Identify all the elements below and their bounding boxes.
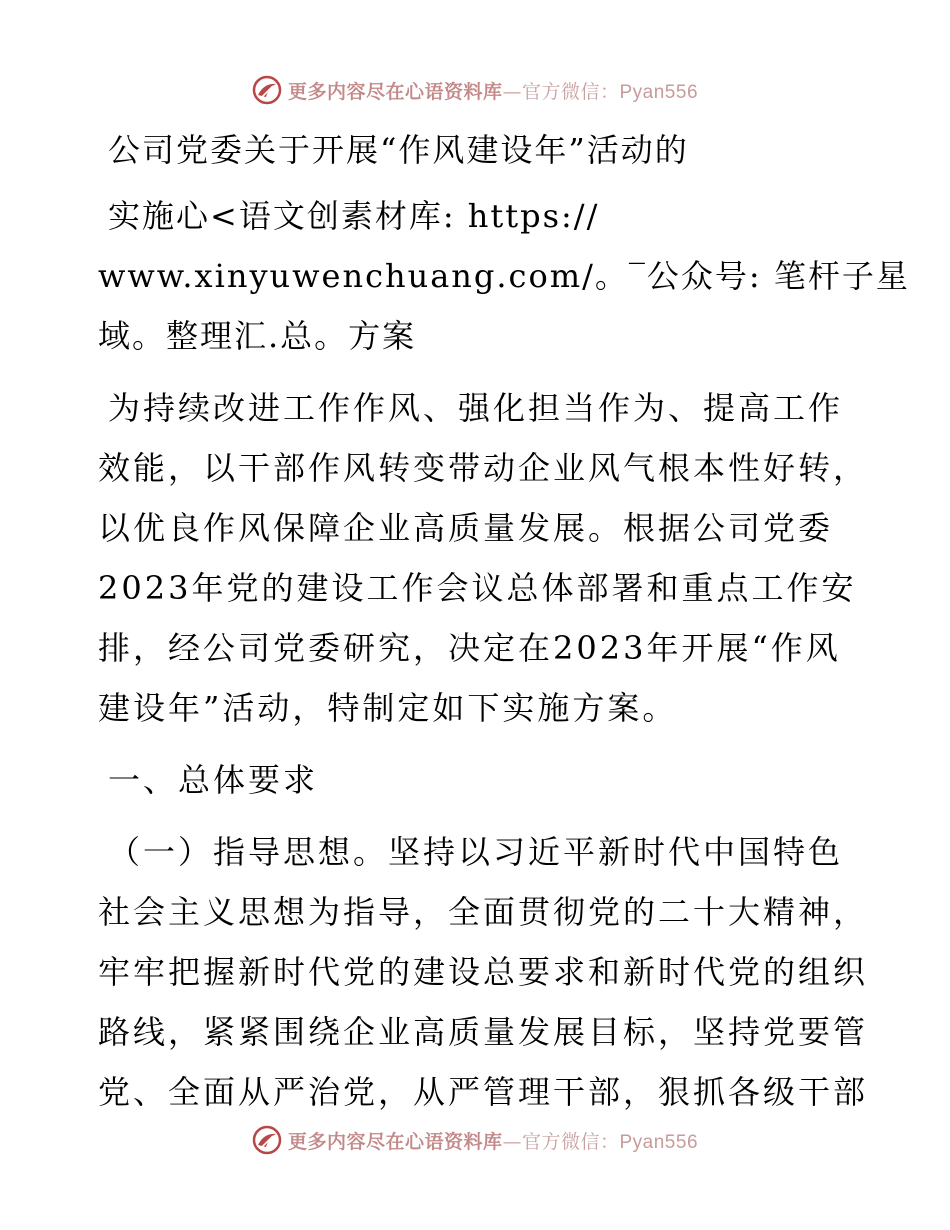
- paragraph-line: 路线，紧紧围绕企业高质量发展目标，坚持党要管: [98, 1013, 869, 1051]
- brand-logo-icon: [252, 75, 282, 105]
- doc-title-line: 域。整理汇.总。方案: [98, 317, 417, 355]
- watermark-wechat-label: 官方微信：: [521, 80, 620, 103]
- paragraph-line: 2023年党的建设工作会议总体部署和重点工作安: [98, 569, 857, 607]
- header-watermark: [0, 70, 950, 110]
- doc-title-line: 公司党委关于开展“作风建设年”活动的: [108, 131, 689, 169]
- paragraph-line: 牢牢把握新时代党的建设总要求和新时代党的组织: [98, 953, 869, 991]
- brand-logo-icon: [252, 1125, 282, 1155]
- paragraph-line: 建设年”活动，特制定如下实施方案。: [98, 689, 678, 727]
- paragraph-line: 以优良作风保障企业高质量发展。根据公司党委: [98, 509, 834, 547]
- paragraph-line: （一）指导思想。坚持以习近平新时代中国特色: [108, 833, 844, 871]
- section-heading: 一、总体要求: [108, 761, 319, 799]
- watermark-wechat-id: Pyan556: [619, 81, 699, 103]
- watermark-brand: 更多内容尽在心语资料库: [287, 1130, 503, 1153]
- paragraph-line: 社会主义思想为指导，全面贯彻党的二十大精神，: [98, 893, 869, 931]
- watermark-wechat-id: Pyan556: [619, 1131, 699, 1153]
- footer-watermark: [0, 1120, 950, 1160]
- paragraph-line: 效能，以干部作风转变带动企业风气根本性好转，: [98, 449, 869, 487]
- watermark-separator: —: [502, 80, 522, 103]
- watermark-brand: 更多内容尽在心语资料库: [287, 80, 503, 103]
- doc-title-line: 实施心<语文创素材库: https://: [108, 197, 600, 235]
- paragraph-line: 排，经公司党委研究，决定在2023年开展“作风: [98, 629, 841, 667]
- doc-title-line: www.xinyuwenchuang.com/。‾公众号: 笔杆子星: [98, 257, 910, 295]
- paragraph-line: 为持续改进工作作风、强化担当作为、提高工作: [108, 389, 844, 427]
- watermark-wechat-label: 官方微信：: [521, 1130, 620, 1153]
- watermark-text: [288, 1127, 698, 1154]
- document-body: [98, 120, 910, 1122]
- watermark-text: [288, 77, 698, 104]
- paragraph-line: 党、全面从严治党，从严管理干部，狠抓各级干部: [98, 1073, 869, 1111]
- watermark-separator: —: [502, 1130, 522, 1153]
